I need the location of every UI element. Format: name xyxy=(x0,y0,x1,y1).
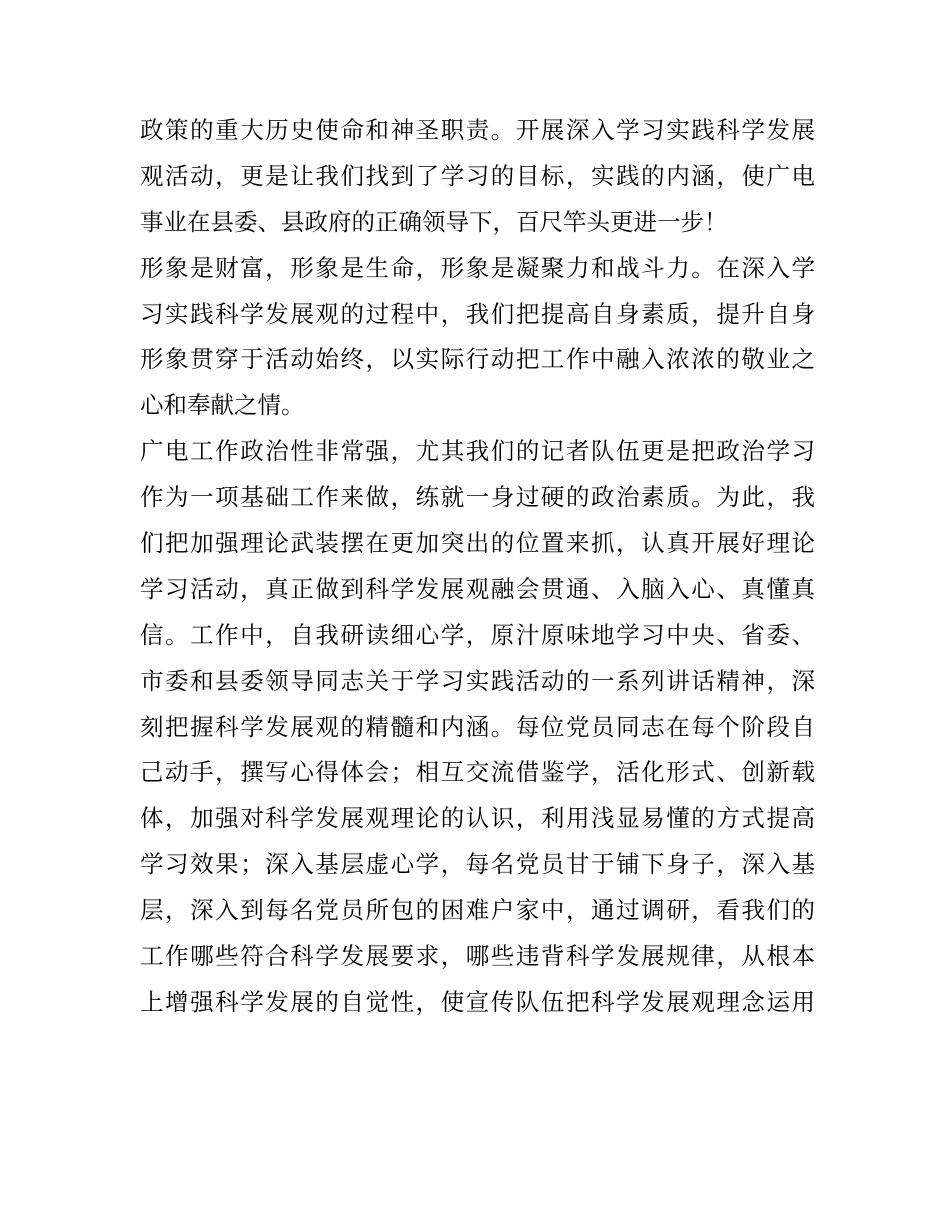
text-line: 政策的重大历史使命和神圣职责。开展深入学习实践科学发展 xyxy=(140,116,815,144)
paragraph-3 xyxy=(140,429,815,1026)
text-line: 观活动，更是让我们找到了学习的目标，实践的内涵，使广电 xyxy=(140,161,815,190)
text-line: 信。工作中，自我研读细心学，原汁原味地学习中央、省委、 xyxy=(140,620,815,649)
text-line: 上增强科学发展的自觉性，使宣传队伍把科学发展观理念运用 xyxy=(140,987,815,1016)
text-line: 形象是财富，形象是生命，形象是凝聚力和战斗力。在深入学 xyxy=(140,253,815,282)
text-line: 己动手，撰写心得体会；相互交流借鉴学，活化形式、创新载 xyxy=(140,758,815,787)
text-line: 学习效果；深入基层虚心学，每名党员甘于铺下身子，深入基 xyxy=(140,850,815,879)
text-line: 层，深入到每名党员所包的困难户家中，通过调研，看我们的 xyxy=(140,896,815,925)
text-line: 们把加强理论武装摆在更加突出的位置来抓，认真开展好理论 xyxy=(140,529,815,558)
text-line: 广电工作政治性非常强，尤其我们的记者队伍更是把政治学习 xyxy=(140,437,815,466)
paragraph-1 xyxy=(140,108,815,246)
text-line: 体，加强对科学发展观理论的认识，利用浅显易懂的方式提高 xyxy=(140,804,815,833)
paragraph-2 xyxy=(140,246,815,430)
text-line: 学习活动，真正做到科学发展观融会贯通、入脑入心、真懂真 xyxy=(140,574,815,603)
text-line: 市委和县委领导同志关于学习实践活动的一系列讲话精神，深 xyxy=(140,666,815,695)
text-line: 刻把握科学发展观的精髓和内涵。每位党员同志在每个阶段自 xyxy=(140,712,815,741)
text-line: 事业在县委、县政府的正确领导下，百尺竿头更进一步！ xyxy=(140,207,728,236)
document-body xyxy=(140,108,815,1026)
text-line: 习实践科学发展观的过程中，我们把提高自身素质，提升自身 xyxy=(140,299,815,328)
text-line: 作为一项基础工作来做，练就一身过硬的政治素质。为此，我 xyxy=(140,483,815,512)
text-line: 工作哪些符合科学发展要求，哪些违背科学发展规律，从根本 xyxy=(140,942,815,971)
text-line: 心和奉献之情。 xyxy=(140,391,305,420)
text-line: 形象贯穿于活动始终，以实际行动把工作中融入浓浓的敬业之 xyxy=(140,345,815,374)
